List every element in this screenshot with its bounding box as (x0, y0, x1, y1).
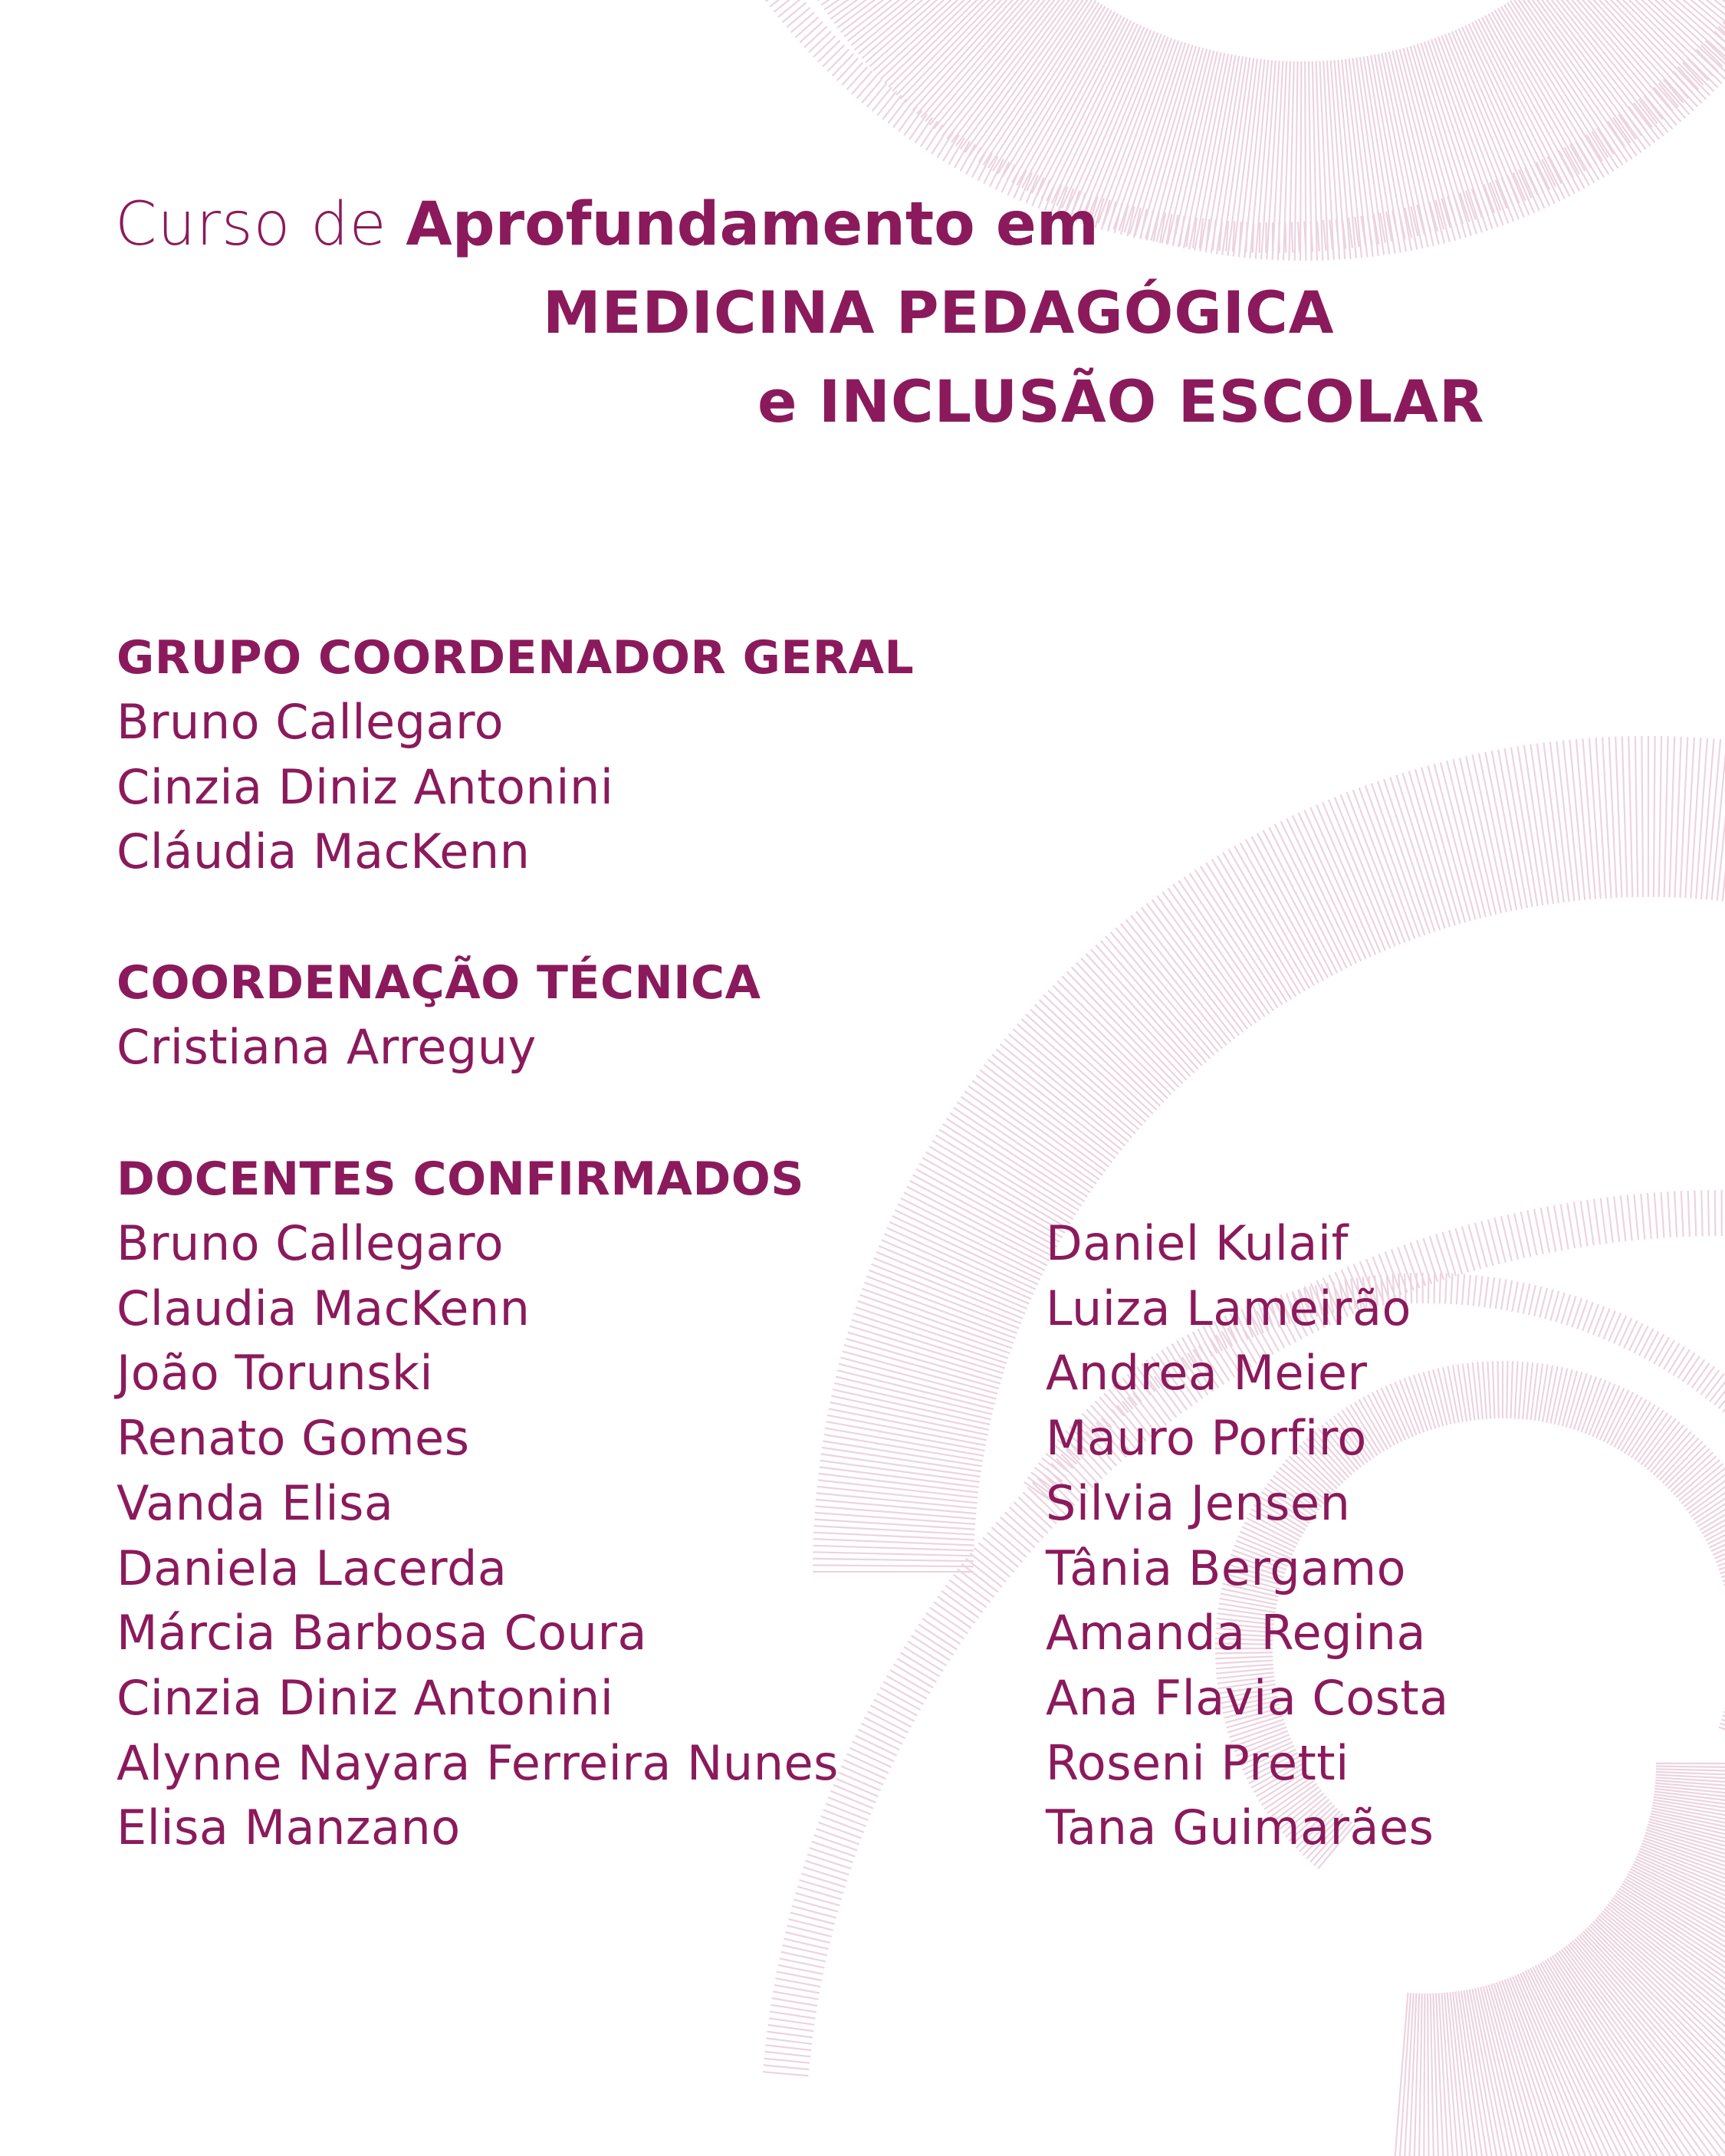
section-docentes-confirmados (117, 1147, 839, 1861)
course-title-line-1 (115, 190, 1099, 259)
list-item: Daniela Lacerda (117, 1540, 508, 1596)
name-list (117, 1015, 761, 1080)
section-heading: COORDENAÇÃO TÉCNICA (117, 956, 761, 1010)
section-coordenacao-tecnica (117, 951, 761, 1080)
list-item: Andrea Meier (1046, 1345, 1368, 1402)
list-item: Mauro Porfiro (1046, 1410, 1367, 1467)
course-title-bold: Aprofundamento em (406, 190, 1099, 259)
list-item: Cinzia Diniz Antonini (117, 758, 614, 815)
list-item: Tânia Bergamo (1046, 1540, 1407, 1596)
list-item: Bruno Callegaro (117, 1215, 504, 1271)
section-grupo-coordenador (117, 626, 914, 885)
list-item: Cláudia MacKenn (117, 823, 531, 880)
list-item: Alynne Nayara Ferreira Nunes (117, 1734, 839, 1791)
list-item: Cristiana Arreguy (117, 1019, 537, 1075)
list-item: Tana Guimarães (1046, 1799, 1434, 1856)
list-item: Bruno Callegaro (117, 694, 504, 750)
section-heading: DOCENTES CONFIRMADOS (117, 1152, 804, 1206)
course-title-prefix: Curso de (115, 190, 387, 259)
name-list (117, 690, 914, 885)
course-title-line-2: MEDICINA PEDAGÓGICA (543, 278, 1335, 347)
course-title-line-3: e INCLUSÃO ESCOLAR (757, 367, 1485, 435)
list-item: Ana Flavia Costa (1046, 1669, 1449, 1726)
list-item: Daniel Kulaif (1046, 1215, 1349, 1271)
list-item: Silvia Jensen (1046, 1474, 1351, 1531)
name-list-column-2 (1046, 1211, 1449, 1861)
list-item: Cinzia Diniz Antonini (117, 1669, 614, 1726)
list-item: Vanda Elisa (117, 1474, 394, 1531)
list-item: Luiza Lameirão (1046, 1280, 1411, 1336)
list-item: Roseni Pretti (1046, 1734, 1349, 1791)
section-heading: GRUPO COORDENADOR GERAL (117, 631, 915, 685)
list-item: João Torunski (117, 1345, 434, 1402)
list-item: Amanda Regina (1046, 1605, 1426, 1661)
list-item: Renato Gomes (117, 1410, 470, 1467)
list-item: Márcia Barbosa Coura (117, 1605, 647, 1661)
name-list-column-1 (117, 1211, 839, 1861)
list-item: Elisa Manzano (117, 1799, 461, 1856)
list-item: Claudia MacKenn (117, 1280, 531, 1336)
